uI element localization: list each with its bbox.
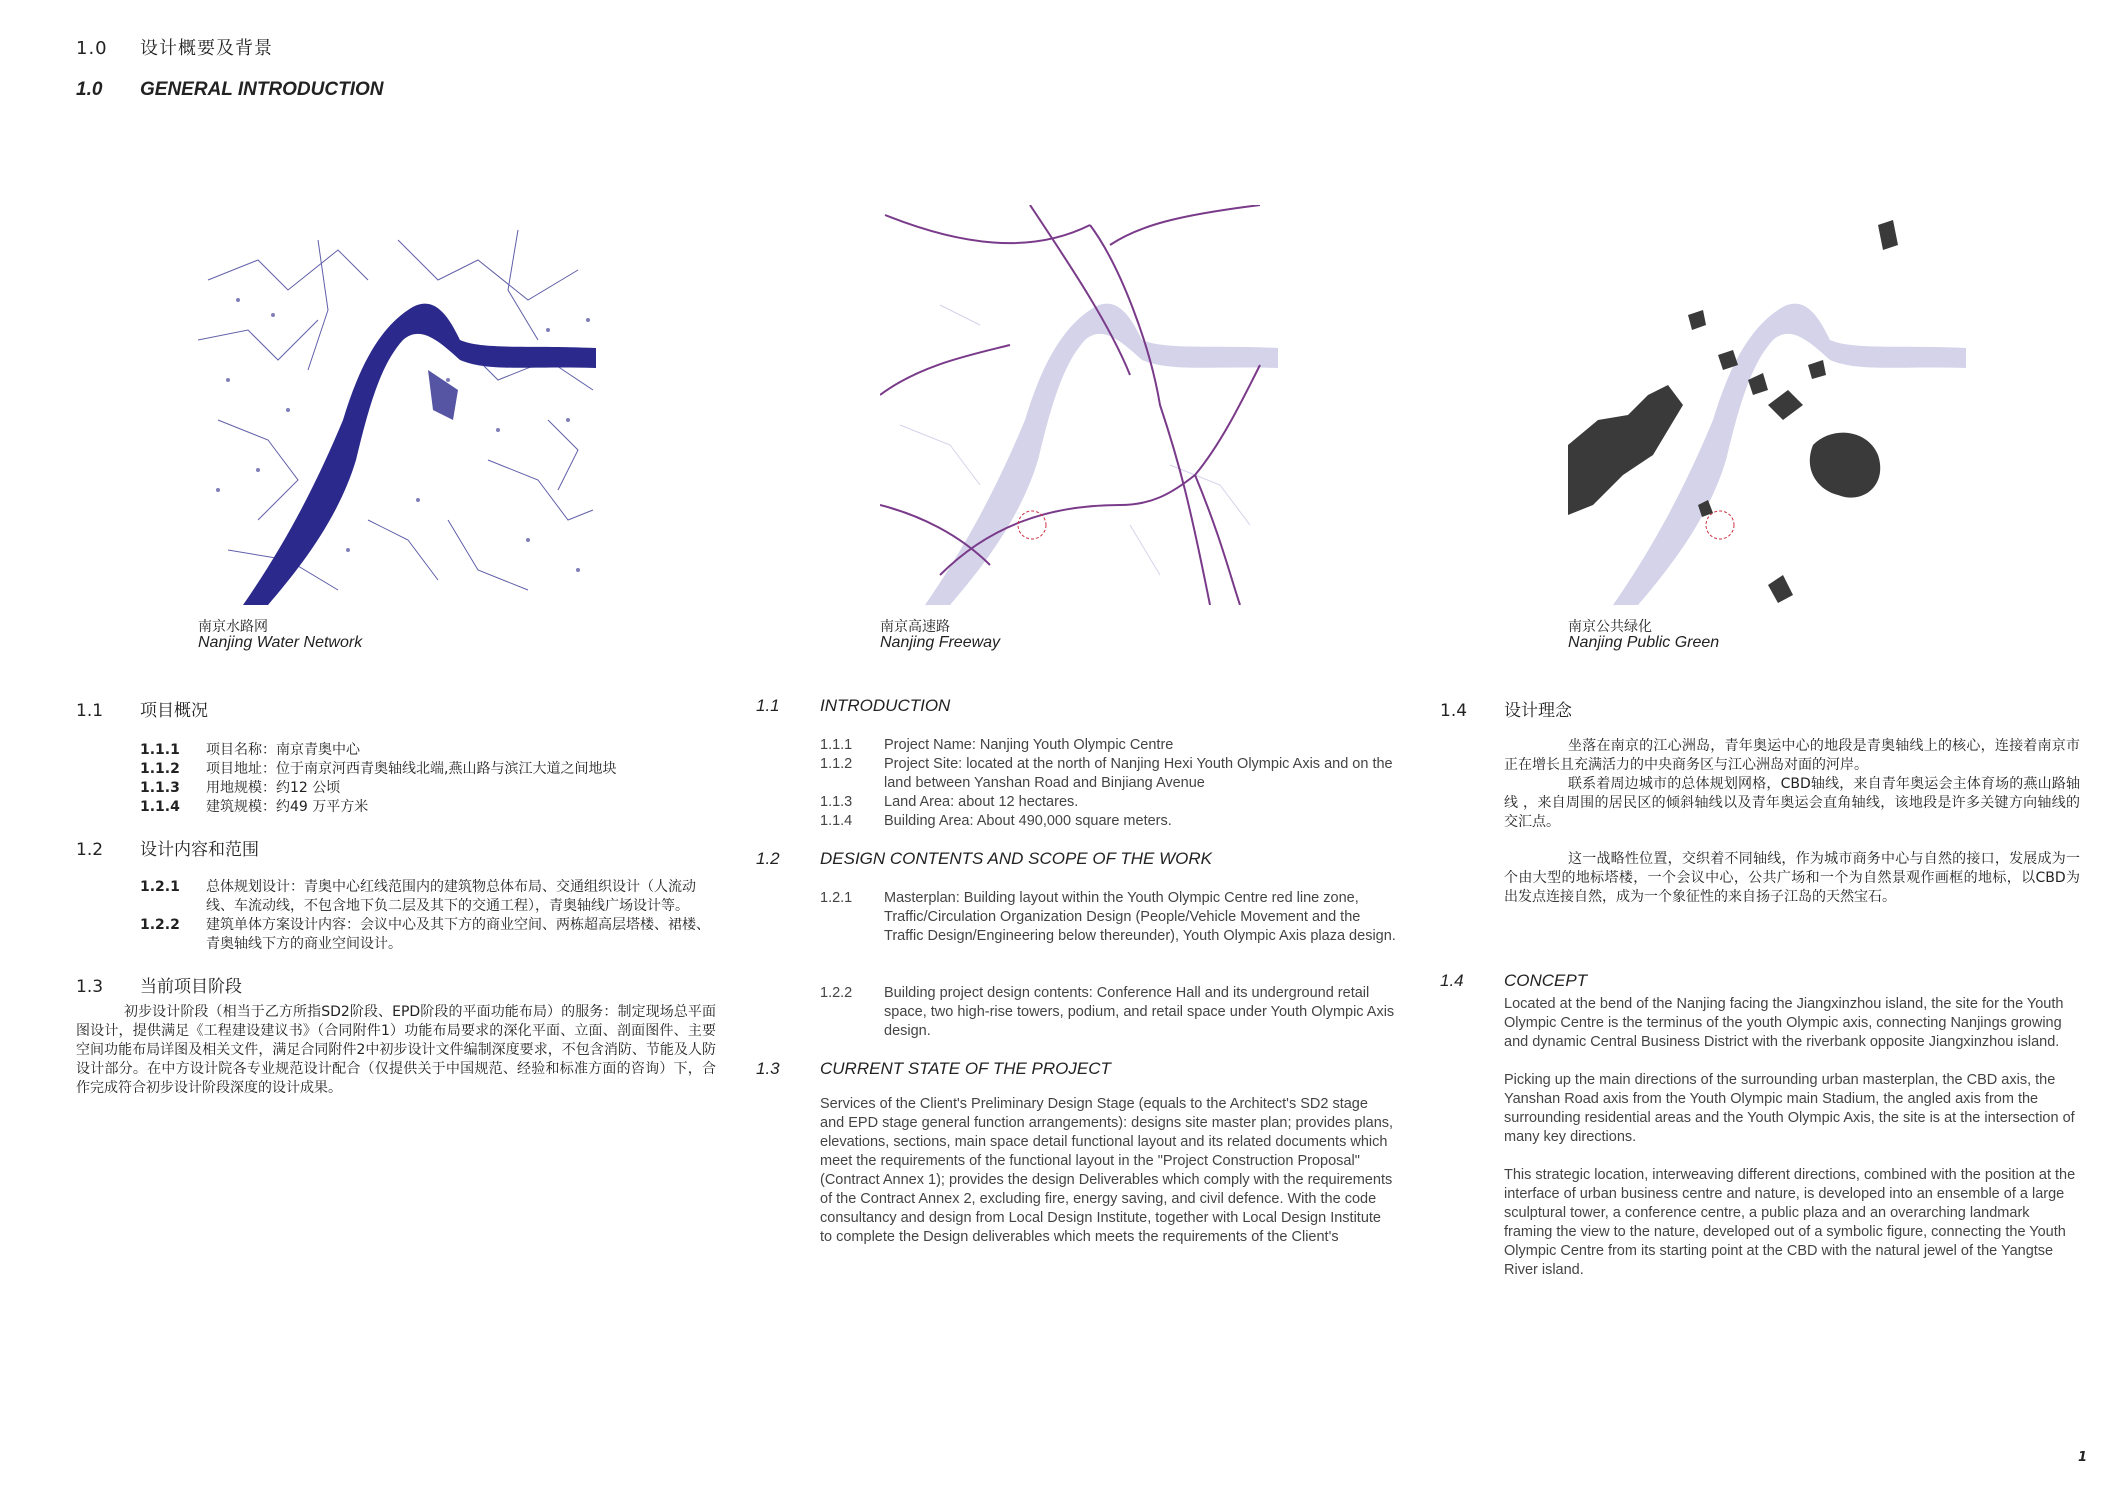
list-item: 1.1.4 建筑规模：约49 万平方米	[140, 799, 369, 815]
section-title: CURRENT STATE OF THE PROJECT	[820, 1059, 1111, 1078]
section-number: 1.2	[756, 849, 780, 868]
section-1-2-list	[76, 878, 716, 954]
header-cn-number: 1.0	[76, 38, 108, 59]
section-number: 1.4	[1440, 971, 1464, 990]
section-1-3-text: 初步设计阶段（相当于乙方所指SD2阶段、EPD阶段的平面功能布局）的服务：制定现场总平面图设计，提供满足《工程建设建议书》（合同附件1）功能布局要求的深化平面、立面、剖面图件、主要空间功能布局详图及相关文件，满足合同附件2中初步设计文件编制深度要求，不包含消防、节能及人防设计部分。在中方设计院各专业规范设计配合（仅提供关于中国规范、经验和标准方面的咨询）下，合作完成符合初步设计阶段深度的设计成果。	[76, 1004, 716, 1096]
header-en-title: GENERAL INTRODUCTION	[140, 79, 384, 100]
concept-text	[1440, 995, 2080, 1280]
map-water-network	[198, 220, 598, 605]
section-1-4-heading	[1440, 696, 2080, 721]
section-1-3-heading	[76, 972, 716, 997]
map-public-green	[1568, 205, 1968, 605]
paragraph: Located at the bend of the Nanjing facing the Jiangxinzhou island, the site for the Youth Olympic Centre is the terminus of the youth Olympic axis, connecting Nanjings growing and dynamic Central Business District with the riverbank opposite Jiangxinzhou island.	[1504, 996, 2064, 1050]
list-item: 1.2.1 总体规划设计：青奥中心红线范围内的建筑物总体布局、交通组织设计（人流动线、车流动线，不包含地下负二层及其下的交通工程），青奥轴线广场设计等。	[140, 879, 696, 914]
list-item: 1.1.2 Project Site: located at the north of Nanjing Hexi Youth Olympic Axis and on the land between Yanshan Road and Binjiang Avenue	[820, 756, 1393, 791]
page-number: 1	[2078, 1450, 2088, 1465]
paragraph: This strategic location, interweaving different directions, combined with the position at the interface of urban business centre and nature, is developed into an ensemble of a large sculptural tower, a conference centre, a public plaza and an overarching landmark framing the view to the nature, developed out of a symbolic figure, connecting the Youth Olympic Centre from its starting point at the CBD with the natural jewel of the Yangtse River island.	[1504, 1167, 2076, 1278]
section-number: 1.3	[756, 1059, 780, 1078]
list-item: 1.1.4 Building Area: About 490,000 square meters.	[820, 813, 1172, 829]
section-number: 1.1	[756, 696, 780, 715]
list-item: 1.1.3 Land Area: about 12 hectares.	[820, 794, 1079, 810]
section-number: 1.1	[76, 701, 104, 721]
left-column	[76, 696, 716, 1098]
header-en-number: 1.0	[76, 79, 103, 100]
section-1-1-heading	[76, 696, 716, 721]
list-item: 1.2.1 Masterplan: Building layout within the Youth Olympic Centre red line zone, Traffic/Circulation Organization Design (People/Vehicle Movement and the Traffic Design/Engineering below thereunder), Youth Olympic Axis plaza design.	[820, 890, 1396, 944]
paragraph: 这一战略性位置，交织着不同轴线，作为城市商务中心与自然的接口，发展成为一个由大型的地标塔楼，一个会议中心，公共广场和一个为自然景观作画框的地标，以CBD为出发点连接自然，成为一个象征性的来自扬子江岛的天然宝石。	[1504, 851, 2080, 905]
list-item: 1.1.3 用地规模：约12 公顷	[140, 780, 341, 796]
section-title: 当前项目阶段	[140, 977, 242, 997]
map-water-caption-en: Nanjing Water Network	[198, 634, 363, 651]
list-item: 1.1.1 Project Name: Nanjing Youth Olympic Centre	[820, 737, 1174, 753]
section-1-3-en-heading	[756, 1059, 1396, 1079]
list-item: 1.2.2 建筑单体方案设计内容：会议中心及其下方的商业空间、两栋超高层塔楼、裙楼、青奥轴线下方的商业空间设计。	[140, 917, 710, 952]
section-title: 项目概况	[140, 701, 208, 721]
map-freeway-caption-en: Nanjing Freeway	[880, 634, 1001, 651]
header-en	[76, 79, 383, 101]
section-1-1-en-heading	[756, 696, 1396, 716]
section-title: 设计理念	[1504, 701, 1572, 721]
section-1-2-en-heading	[756, 849, 1396, 869]
paragraph: 联系着周边城市的总体规划网格，CBD轴线，来自青年奥运会主体育场的燕山路轴线 ，来自周围的居民区的倾斜轴线以及青年奥运会直角轴线，该地段是许多关键方向轴线的交汇点。	[1504, 776, 2080, 830]
list-item: 1.1.1 项目名称：南京青奥中心	[140, 742, 360, 758]
section-number: 1.4	[1440, 701, 1468, 721]
right-column	[1440, 696, 2080, 1280]
section-1-1-list	[76, 741, 716, 817]
list-item: 1.1.2 项目地址：位于南京河西青奥轴线北端,燕山路与滨江大道之间地块	[140, 761, 617, 777]
section-title: INTRODUCTION	[820, 696, 951, 715]
map-green-caption-cn: 南京公共绿化	[1568, 619, 1652, 635]
concept-heading	[1440, 971, 2080, 991]
section-1-4-text	[1440, 737, 2080, 907]
section-1-1-en-list	[756, 736, 1396, 831]
list-item: 1.2.2 Building project design contents: Conference Hall and its underground retail space, two high-rise towers, podium, and retail space under Youth Olympic Axis design.	[820, 985, 1395, 1039]
middle-column	[756, 696, 1396, 1247]
section-title: DESIGN CONTENTS AND SCOPE OF THE WORK	[820, 849, 1212, 868]
section-1-2-heading	[76, 835, 716, 860]
header-cn	[76, 34, 273, 60]
map-freeway-caption-cn: 南京高速路	[880, 619, 950, 635]
map-freeway	[880, 205, 1280, 605]
paragraph: 坐落在南京的江心洲岛，青年奥运中心的地段是青奥轴线上的核心，连接着南京市正在增长且充满活力的中央商务区与江心洲岛对面的河岸。	[1504, 738, 2080, 773]
section-title: 设计内容和范围	[140, 840, 259, 860]
map-green-caption-en: Nanjing Public Green	[1568, 634, 1720, 651]
header-cn-title: 设计概要及背景	[140, 38, 273, 59]
section-1-2-en-list	[756, 889, 1396, 1041]
section-number: 1.3	[76, 977, 104, 997]
section-title: CONCEPT	[1504, 971, 1588, 990]
section-1-3-en-text: Services of the Client's Preliminary Design Stage (equals to the Architect's SD2 stage and EPD stage general function arrangements): designs site master plan; provides plans, elevations, sections, main space detail functional layout and its related documents which meet the requirements of the functional layout in the "Project Construction Proposal" (Contract Annex 1); provides the design Deliverables which comply with the requirements of the Contract Annex 2, excluding fire, energy saving, and civil defence. With the code consultancy and design from Local Design Institute, together with Local Design Institute to complete the Design deliverables which meets the requirements of the Client's	[820, 1096, 1394, 1245]
map-water-caption-cn: 南京水路网	[198, 619, 268, 635]
section-number: 1.2	[76, 840, 104, 860]
paragraph: Picking up the main directions of the surrounding urban masterplan, the CBD axis, the Yanshan Road axis from the Youth Olympic main Stadium, the angled axis from the surrounding residential areas and the Youth Olympic Axis, the site is at the intersection of many key directions.	[1504, 1072, 2075, 1145]
